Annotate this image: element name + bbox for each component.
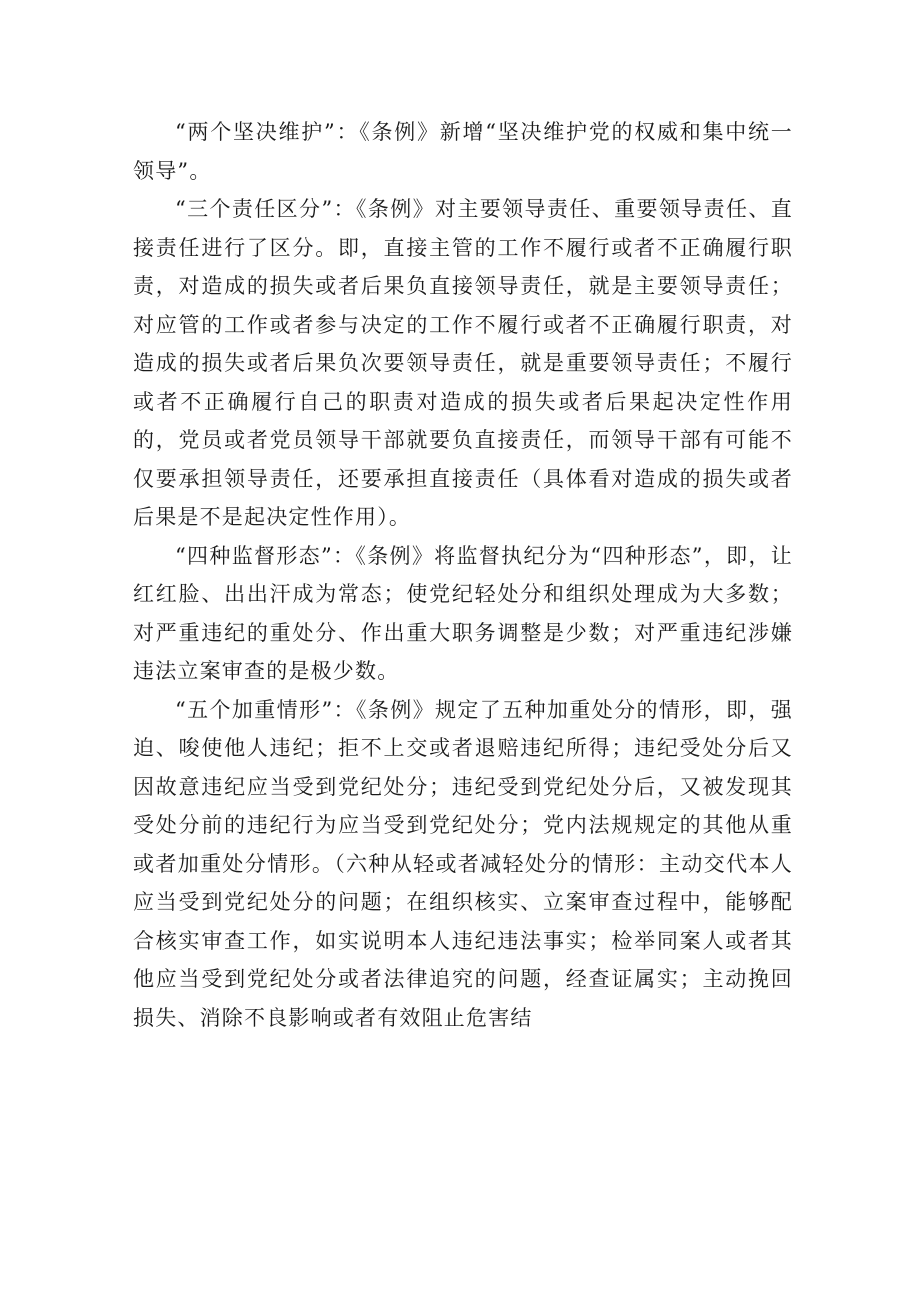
paragraph-two-resolute-upholds: “两个坚决维护”：《条例》新增“坚决维护党的权威和集中统一领导”。 — [133, 120, 793, 183]
paragraph-four-supervision-forms: “四种监督形态”：《条例》将监督执纪分为“四种形态”，即，让红红脸、出出汗成为常态；使党纪轻处分和组织处理成为大多数；对严重违纪的重处分、作出重大职务调整是少数；对严重违纪涉嫌违法立案审查的是极少数。 — [133, 543, 793, 683]
document-body — [133, 113, 793, 1037]
paragraph-three-responsibility-distinctions: “三个责任区分”：《条例》对主要领导责任、重要领导责任、直接责任进行了区分。即，直接主管的工作不履行或者不正确履行职责，对造成的损失或者后果负直接领导责任，就是主要领导责任；对应管的工作或者参与决定的工作不履行或者不正确履行职责，对造成的损失或者后果负次要领导责任，就是重要领导责任；不履行或者不正确履行自己的职责对造成的损失或者后果起决定性作用的，党员或者党员领导干部就要负直接责任，而领导干部有可能不仅要承担领导责任，还要承担直接责任（具体看对造成的损失或者后果是不是起决定性作用）。 — [133, 197, 793, 529]
paragraph-five-aggravating-circumstances: “五个加重情形”：《条例》规定了五种加重处分的情形，即，强迫、唆使他人违纪；拒不上交或者退赔违纪所得；违纪受处分后又因故意违纪应当受到党纪处分；违纪受到党纪处分后，又被发现其受处分前的违纪行为应当受到党纪处分；党内法规规定的其他从重或者加重处分情形。（六种从轻或者减轻处分的情形：主动交代本人应当受到党纪处分的问题；在组织核实、立案审查过程中，能够配合核实审查工作，如实说明本人违纪违法事实；检举同案人或者其他应当受到党纪处分或者法律追究的问题，经查证属实；主动挽回损失、消除不良影响或者有效阻止危害结 — [133, 697, 793, 1030]
